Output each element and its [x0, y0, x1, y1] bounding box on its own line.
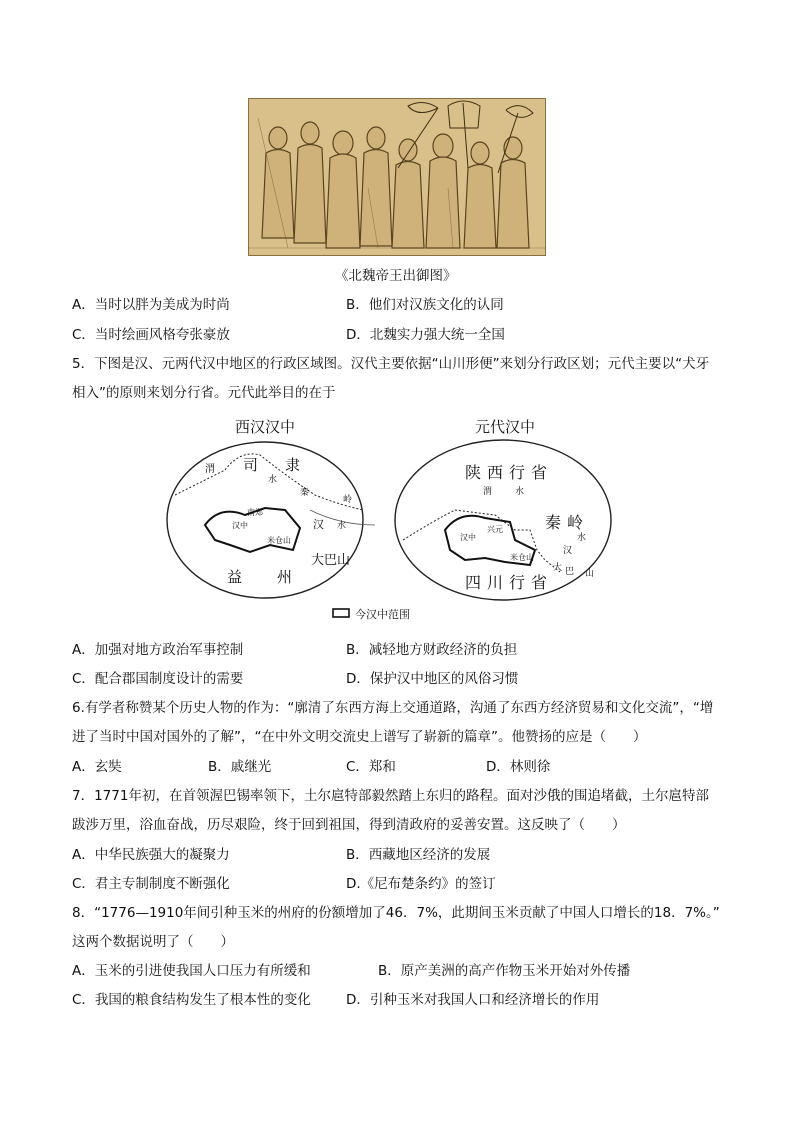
q4-option-d: D．北魏实力强大统一全国 — [346, 327, 505, 343]
q6-option-a: A．玄奘 — [72, 759, 122, 775]
left-label: 州 — [277, 568, 293, 586]
right-label: 汉中 — [460, 533, 476, 542]
left-label: 秦 — [300, 488, 310, 498]
right-label: 行 — [509, 573, 526, 592]
right-label: 川 — [487, 573, 504, 592]
emperor-procession-painting — [248, 98, 546, 256]
q6-option-b: B．戚继光 — [208, 759, 272, 775]
q4-option-c: C．当时绘画风格夸张豪放 — [72, 327, 230, 343]
q5-option-d: D．保护汉中地区的风俗习惯 — [346, 671, 519, 687]
right-label: 省 — [531, 463, 548, 482]
q6-stem-line2: 进了当时中国对国外的了解”，“在中外文明交流史上谱写了崭新的篇章”。他赞扬的应是（ ） — [72, 729, 647, 745]
right-label: 兴元 — [487, 525, 503, 534]
right-label: 大 — [553, 563, 563, 573]
left-label: 水 — [268, 475, 278, 485]
right-label: 山 — [585, 569, 595, 579]
right-label: 岭 — [567, 513, 584, 532]
left-label: 大巴山 — [311, 553, 351, 568]
right-label: 汉 — [563, 546, 573, 556]
left-map-title: 西汉汉中 — [235, 418, 296, 436]
right-label: 秦 — [545, 513, 562, 532]
q8-stem-line1: 8．“1776—1910年间引种玉米的州府的份额增加了46．7%，此期间玉米贡献了中国人口增长的18．7%。” — [72, 905, 720, 921]
q7-stem-line2: 跋涉万里，浴血奋战，历尽艰险，终于回到祖国，得到清政府的妥善安置。这反映了（ ） — [72, 817, 626, 833]
right-label: 陕 — [465, 463, 482, 482]
q8-stem-line2: 这两个数据说明了（ ） — [72, 934, 234, 950]
left-label: 水 — [337, 521, 347, 531]
left-label: 汉 — [313, 518, 324, 531]
left-label: 益 — [227, 568, 243, 586]
right-label: 渭 — [483, 487, 493, 497]
left-label: 隶 — [285, 456, 301, 474]
q7-option-c: C．君主专制制度不断强化 — [72, 876, 230, 892]
right-label: 米仓山 — [510, 553, 534, 562]
q5-option-c: C．配合郡国制度设计的需要 — [72, 671, 244, 687]
left-label: 岭 — [343, 495, 353, 505]
q7-option-a: A．中华民族强大的凝聚力 — [72, 847, 230, 863]
q8-option-a: A．玉米的引进使我国人口压力有所缓和 — [72, 963, 311, 979]
q7-stem-line1: 7．1771年初，在首领渥巴锡率领下，土尔扈特部毅然踏上东归的路程。面对沙俄的围追堵截，土尔扈特部 — [72, 788, 709, 804]
right-label: 水 — [515, 487, 525, 497]
right-map-title: 元代汉中 — [475, 418, 536, 436]
q6-stem-line1: 6.有学者称赞某个历史人物的作为：“廓清了东西方海上交通道路，沟通了东西方经济贸易和文化交流”，“增 — [72, 700, 714, 716]
q6-option-d: D．林则徐 — [486, 759, 551, 775]
hanzhong-maps — [165, 410, 625, 625]
right-label: 巴 — [565, 567, 575, 577]
left-label: 汉中 — [232, 521, 248, 530]
q7-option-b: B．西藏地区经济的发展 — [346, 847, 491, 863]
legend-swatch — [333, 609, 349, 617]
q8-option-d: D．引种玉米对我国人口和经济增长的作用 — [346, 992, 600, 1008]
q4-option-b: B．他们对汉族文化的认同 — [346, 297, 504, 313]
right-label: 四 — [465, 573, 482, 592]
q8-option-c: C．我国的粮食结构发生了根本性的变化 — [72, 992, 311, 1008]
right-label: 行 — [509, 463, 526, 482]
right-label: 水 — [577, 533, 587, 543]
q5-stem-line1: 5．下图是汉、元两代汉中地区的行政区域图。汉代主要依据“山川形便”来划分行政区划；元代主要以“犬牙 — [72, 356, 710, 372]
left-label: 渭 — [205, 464, 215, 475]
right-label: 省 — [531, 573, 548, 592]
q4-option-a: A．当时以胖为美成为时尚 — [72, 297, 230, 313]
q7-option-d: D.《尼布楚条约》的签订 — [346, 876, 496, 892]
left-label: 司 — [243, 456, 259, 474]
right-label: 西 — [487, 463, 504, 482]
legend-label: 今汉中范围 — [355, 608, 410, 621]
q8-option-b: B．原产美洲的高产作物玉米开始对外传播 — [378, 963, 631, 979]
left-label: 南郑 — [247, 508, 263, 517]
left-label: 米仓山 — [267, 536, 291, 545]
q5-option-b: B．减轻地方财政经济的负担 — [346, 642, 518, 658]
q5-option-a: A．加强对地方政治军事控制 — [72, 642, 244, 658]
figure-caption: 《北魏帝王出御图》 — [335, 268, 457, 284]
q6-option-c: C．郑和 — [346, 759, 396, 775]
q5-stem-line2: 相入”的原则来划分行省。元代此举目的在于 — [72, 385, 336, 401]
